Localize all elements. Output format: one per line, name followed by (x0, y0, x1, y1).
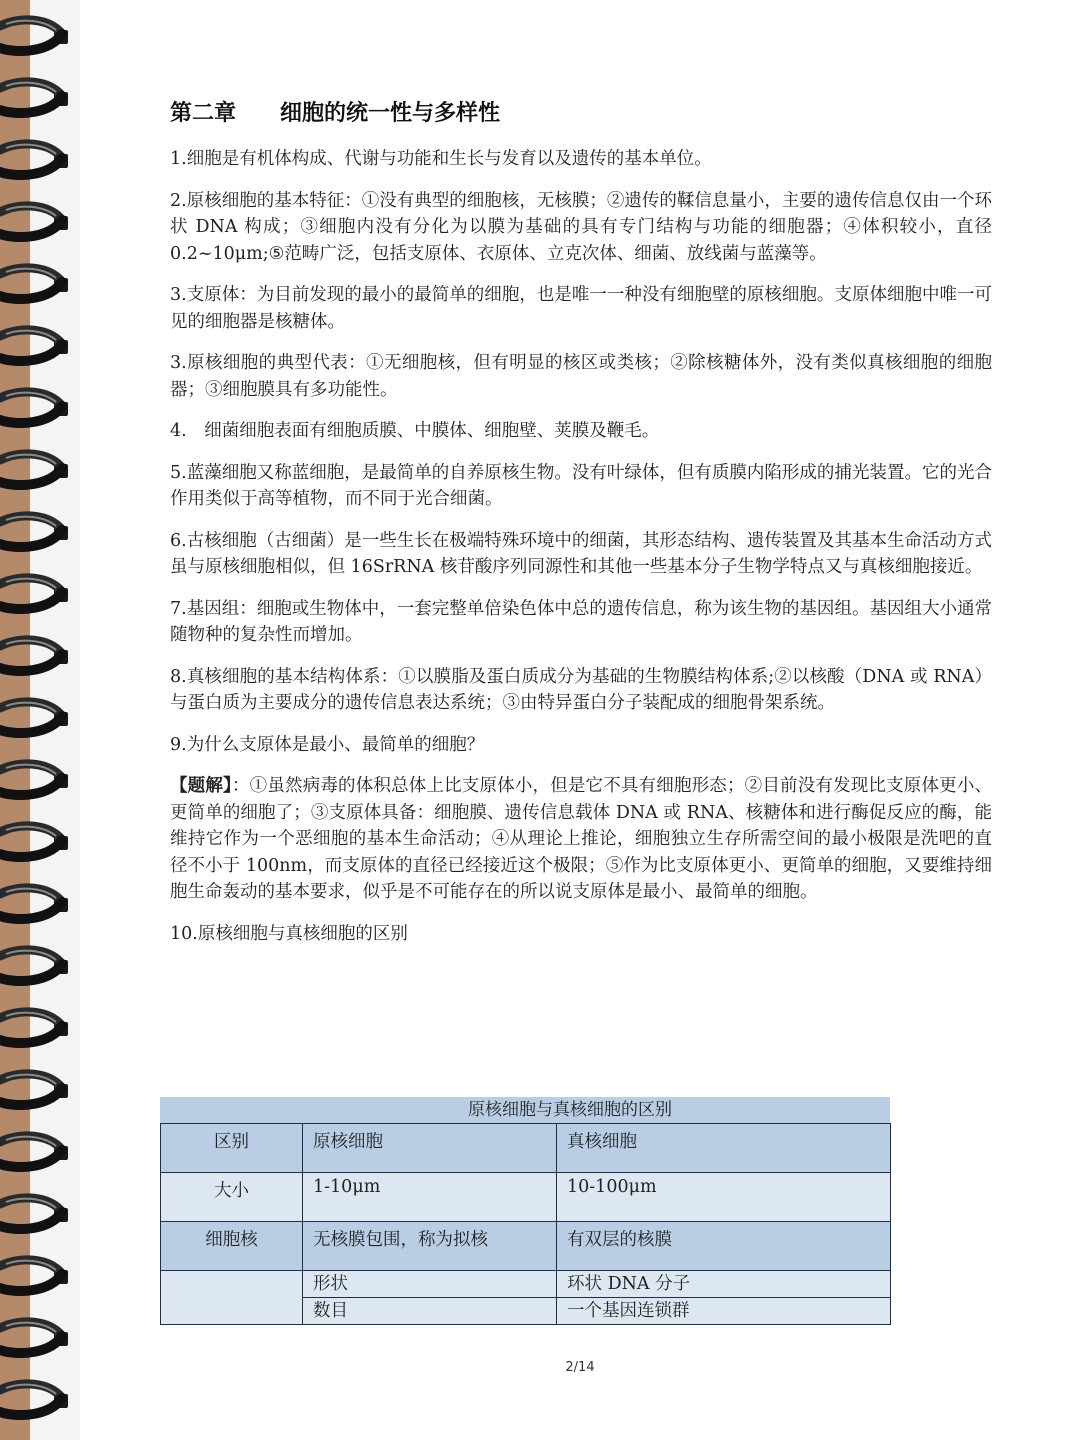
paragraph-7: 6.古核细胞（古细菌）是一些生长在极端特殊环境中的细菌，其形态结构、遗传装置及其基本生命活动方式虽与原核细胞相似，但 16SrRNA 核苷酸序列同源性和其他一些基本分子生物学特点又与真核细胞接近。 (170, 530, 992, 577)
page-content (170, 96, 992, 962)
table-cell: 大小 (161, 1173, 303, 1222)
paragraph-3: 3.支原体：为目前发现的最小的最简单的细胞，也是唯一一种没有细胞壁的原核细胞。支原体细胞中唯一可见的细胞器是核糖体。 (170, 285, 992, 332)
paragraph-1: 1.细胞是有机体构成、代谢与功能和生长与发育以及遗传的基本单位。 (170, 149, 712, 169)
paragraph-2: 2.原核细胞的基本特征：①没有典型的细胞核，无核膜；②遗传的鞣信息量小，主要的遗传信息仅由一个环状 DNA 构成；③细胞内没有分化为以膜为基础的具有专门结构与功能的细胞器；④体积较小，直径 0.2~10μm;⑤范畴广泛，包括支原体、衣原体、立克次体、细菌、放线菌与蓝藻等。 (170, 190, 992, 264)
answer-text: ：①虽然病毒的体积总体上比支原体小，但是它不具有细胞形态；②目前没有发现比支原体更小、更简单的细胞了；③支原体具备：细胞膜、遗传信息载体 DNA 或 RNA、核糖体和进行酶促反应的酶，能维持它作为一个恶细胞的基本生命活动；④从理论上推论，细胞独立生存所需空间的最小极限是洗吧的直径不小于 100nm，而支原体的直径已经接近这个极限；⑤作为比支原体更小、更简单的细胞，又要维持细胞生命轰动的基本要求，似乎是不可能存在的所以说支原体是最小、最简单的细胞。 (170, 776, 992, 902)
table-cell-empty (161, 1271, 303, 1325)
paragraph-4: 3.原核细胞的典型代表：①无细胞核，但有明显的核区或类核；②除核糖体外，没有类似真核细胞的细胞器；③细胞膜具有多功能性。 (170, 353, 992, 400)
table-header-cell: 真核细胞 (557, 1124, 891, 1173)
table-cell: 10-100μm (557, 1173, 891, 1222)
table-caption: 原核细胞与真核细胞的区别 (160, 1097, 890, 1123)
chapter-title: 第二章 细胞的统一性与多样性 (170, 101, 501, 126)
paragraph-9: 8.真核细胞的基本结构体系：①以膜脂及蛋白质成分为基础的生物膜结构体系;②以核酸（DNA 或 RNA）与蛋白质为主要成分的遗传信息表达系统；③由特异蛋白分子装配成的细胞骨架系统。 (170, 666, 992, 713)
table-header-cell: 原核细胞 (303, 1124, 557, 1173)
table-intro: 10.原核细胞与真核细胞的区别 (170, 923, 408, 944)
table-header-row (161, 1124, 891, 1173)
table-cell: 细胞核 (161, 1222, 303, 1271)
paragraph-8: 7.基因组：细胞或生物体中，一套完整单倍染色体中总的遗传信息，称为该生物的基因组。基因组大小通常随物种的复杂性而增加。 (170, 598, 992, 645)
table-cell: 无核膜包围，称为拟核 (303, 1222, 557, 1271)
comparison-table (160, 1097, 890, 1325)
question-9: 9.为什么支原体是最小、最简单的细胞？ (170, 734, 485, 755)
table-cell: 1-10μm (303, 1173, 557, 1222)
answer-paragraph (170, 773, 992, 906)
paragraph-5: 4. 细菌细胞表面有细胞质膜、中膜体、细胞壁、荚膜及鞭毛。 (170, 421, 660, 441)
table-cell: 有双层的核膜 (557, 1222, 891, 1271)
page-number: 2/14 (565, 1360, 595, 1375)
table-row (161, 1173, 891, 1222)
table-header-cell: 区别 (161, 1124, 303, 1173)
comparison-table-grid (160, 1123, 891, 1325)
paragraph-6: 5.蓝藻细胞又称蓝细胞，是最简单的自养原核生物。没有叶绿体，但有质膜内陷形成的捕光装置。它的光合作用类似于高等植物，而不同于光合细菌。 (170, 462, 992, 509)
table-cell: 一个基因连锁群 (557, 1298, 891, 1325)
answer-label: 【题解】 (170, 776, 232, 796)
table-cell: 数目 (303, 1298, 557, 1325)
table-cell: 形状 (303, 1271, 557, 1298)
table-row (161, 1222, 891, 1271)
table-cell: 环状 DNA 分子 (557, 1271, 891, 1298)
table-row (161, 1271, 891, 1298)
spiral-binding (0, 0, 80, 1440)
